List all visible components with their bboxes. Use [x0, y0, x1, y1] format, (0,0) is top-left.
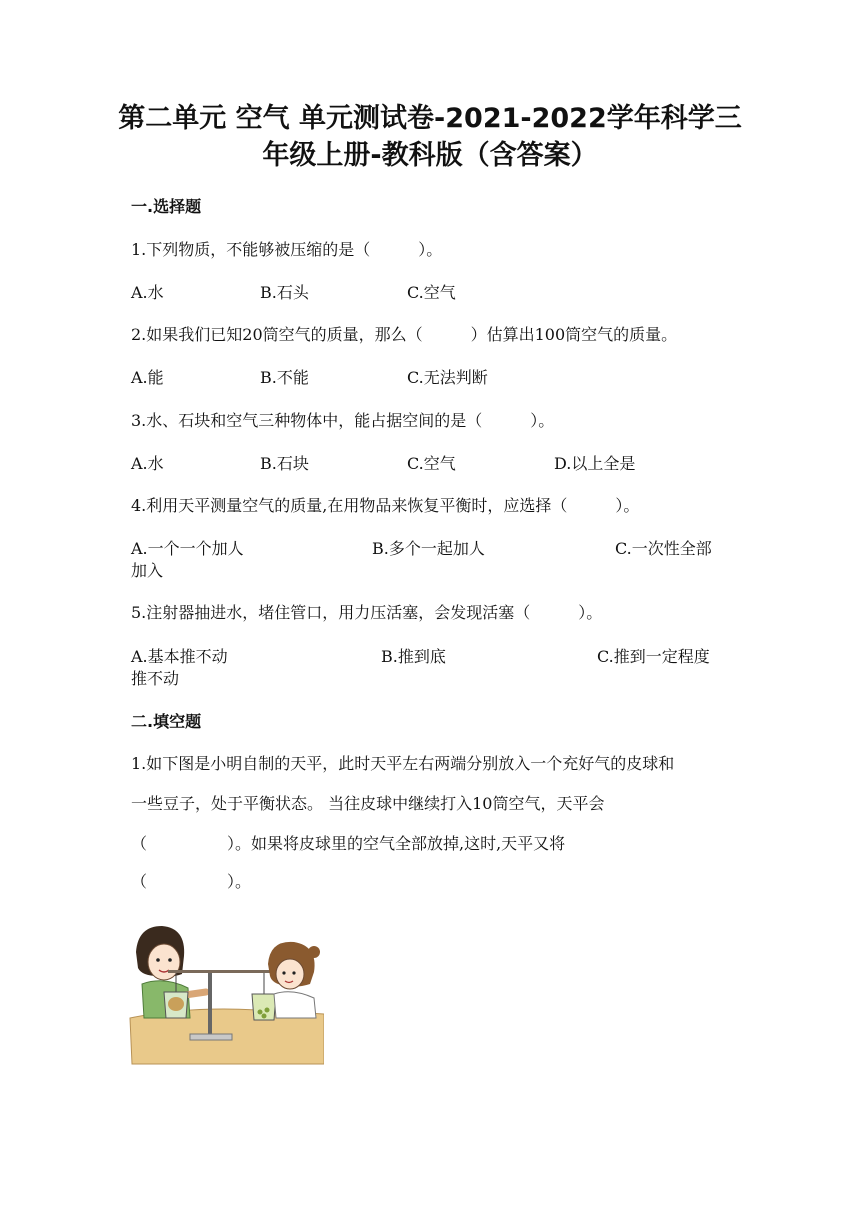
fill-question-line-2: 一些豆子，处于平衡状态。 当往皮球中继续打入10筒空气，天平会	[131, 794, 605, 813]
question-3: 3.水、石块和空气三种物体中，能占据空间的是（ ）。	[131, 411, 555, 430]
q5-option-b: B.推到底	[381, 647, 446, 666]
q3-option-b: B.石块	[260, 454, 309, 473]
q3-option-d: D.以上全是	[554, 454, 636, 473]
q4-option-b: B.多个一起加人	[372, 539, 485, 558]
q4-option-c-continued: 加入	[131, 561, 164, 580]
girl-figure-right	[268, 942, 320, 1018]
fill-question-line-1: 1.如下图是小明自制的天平，此时天平左右两端分别放入一个充好气的皮球和	[131, 754, 675, 773]
q4-option-a: A.一个一个加人	[131, 539, 244, 558]
title-line-2: 年级上册-教科版（含答案）	[262, 140, 598, 171]
q5-option-c: C.推到一定程度	[597, 647, 710, 666]
q3-option-a: A.水	[131, 454, 164, 473]
fill-question-line-3: （ ）。如果将皮球里的空气全部放掉,这时,天平又将	[131, 834, 566, 853]
q5-option-c-continued: 推不动	[131, 669, 180, 688]
q1-option-a: A.水	[131, 283, 164, 302]
title-line-1: 第二单元 空气 单元测试卷-2021-2022学年科学三	[118, 103, 742, 134]
section-heading-choice: 一.选择题	[131, 197, 202, 216]
section-heading-fill: 二.填空题	[131, 712, 202, 731]
question-1: 1.下列物质，不能够被压缩的是（ ）。	[131, 240, 443, 259]
fill-question-line-4: （ ）。	[131, 872, 252, 891]
q1-option-c: C.空气	[407, 283, 456, 302]
question-2: 2.如果我们已知20筒空气的质量，那么（ ）估算出100筒空气的质量。	[131, 325, 678, 344]
page-title	[60, 100, 800, 174]
q5-option-a: A.基本推不动	[131, 647, 228, 666]
q2-option-c: C.无法判断	[407, 368, 488, 387]
q2-option-a: A.能	[131, 368, 164, 387]
balance-illustration	[128, 918, 324, 1068]
question-4: 4.利用天平测量空气的质量,在用物品来恢复平衡时，应选择（ ）。	[131, 496, 640, 515]
question-5: 5.注射器抽进水，堵住管口，用力压活塞，会发现活塞（ ）。	[131, 603, 603, 622]
q4-option-c: C.一次性全部	[615, 539, 712, 558]
q2-option-b: B.不能	[260, 368, 309, 387]
q1-option-b: B.石头	[260, 283, 309, 302]
q3-option-c: C.空气	[407, 454, 456, 473]
